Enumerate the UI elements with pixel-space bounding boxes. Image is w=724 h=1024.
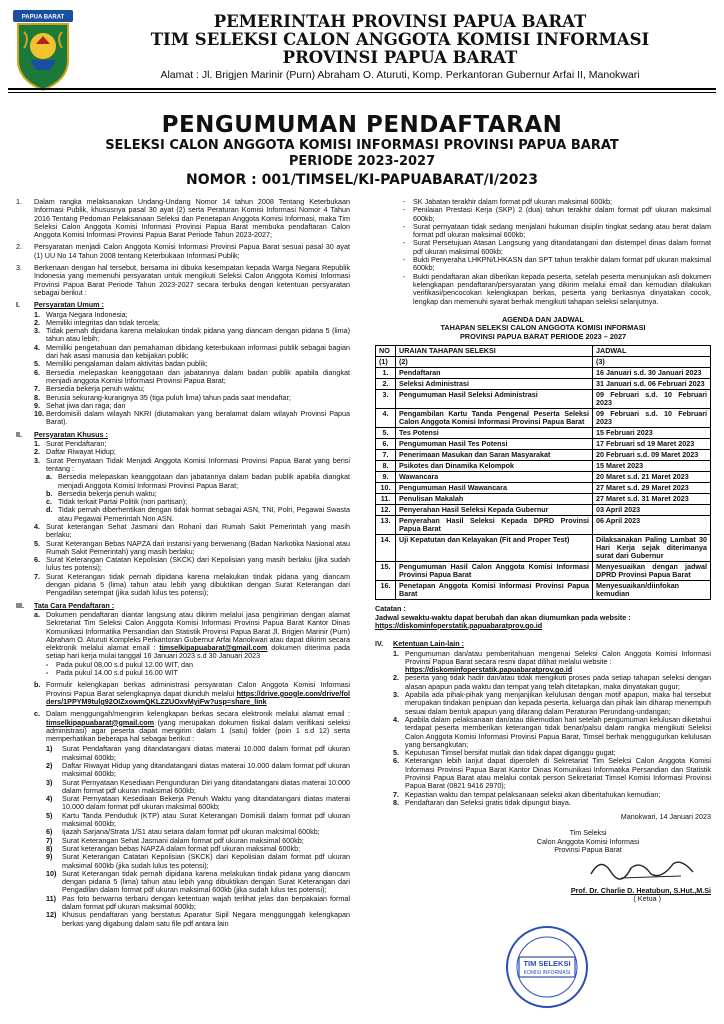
letterhead-line-2: TIM SELEKSI CALON ANGGOTA KOMISI INFORMASI: [150, 30, 650, 49]
table-subheader-row: [376, 357, 711, 368]
other-provisions-list: [393, 650, 711, 808]
cell-stage: Penyerahan Hasil Seleksi Kepada Gubernur: [396, 505, 593, 516]
document-subtitle: [0, 138, 724, 170]
document-number: NOMOR : 001/TIMSEL/KI-PAPUABARAT/I/2023: [186, 172, 538, 188]
item-text: Penilaian Prestasi Kerja (SKP) 2 (dua) tahun terakhir dalam format pdf ukuran maksimal 600kb;: [413, 205, 711, 223]
signatory-org-line-3: Provinsi Papua Barat: [554, 845, 622, 855]
item-text: Sehat jiwa dan raga; dan: [46, 400, 126, 410]
item-number: a.: [46, 472, 52, 482]
general-requirement-item: [34, 344, 350, 361]
dash-bullet: -: [403, 221, 406, 231]
table-row: [376, 409, 711, 428]
section-number: IV.: [375, 639, 384, 649]
item-text: Surat keterangan Sehat Jasmani dan Rohani dari Rumah Sakit Pemerintah yang masih berlaku;: [46, 521, 350, 540]
cell-stage: Uji Kepatutan dan Kelayakan (Fit and Proper Test): [396, 535, 593, 562]
item-number: b.: [46, 488, 53, 498]
cell-no: 14.: [376, 535, 396, 562]
item-number: 5.: [34, 359, 40, 369]
item-text: Memiliki pengalaman dalam aktivitas badan publik;: [46, 359, 208, 369]
signatory-role: ( Ketua ): [633, 893, 661, 903]
cell-no: 16.: [376, 581, 396, 600]
cell-stage: Penyerahan Hasil Seleksi Kepada DPRD Provinsi Papua Barat: [396, 516, 593, 535]
letterhead-line-1: PEMERINTAH PROVINSI PAPUA BARAT: [213, 12, 587, 31]
right-column: [375, 198, 711, 1013]
item-text: [405, 716, 711, 749]
handwritten-signature: [581, 854, 701, 884]
item-text: [405, 674, 711, 691]
upload-document-item: [46, 795, 350, 812]
cell-schedule: 27 Maret s.d. 29 Maret 2023: [593, 483, 711, 494]
procedure-text: Dokumen pendaftaran diantar langsung atau dikirim melalui jasa pengiriman dengan alamat Sekretariat Tim Seleksi Calon Anggota Komisi Informasi Provinsi Papua Barat Kantor Dinas Komunikasi Informatika Persandian dan Statistik Provinsi Papua Barat Jl. Brigjen Marinir (Purn) Abraham O. Aturuti Kompleks Perkantoran Gubernur Arfai Manokwari atau dapat dikirim secara elektronik melalui alamat email :: [46, 609, 350, 653]
signatory-org: [525, 829, 711, 854]
table-row: [376, 428, 711, 439]
asn-document-item: [403, 256, 711, 273]
item-number: 7): [46, 835, 53, 845]
cell-schedule: 03 April 2023: [593, 505, 711, 516]
section-number: II.: [16, 429, 22, 439]
item-text: Bersedia melepaskan keanggotaan dan jabatannya dalam badan publik apabila diangkat menjadi Anggota Komisi Informasi Provinsi Papua Barat;: [58, 472, 350, 490]
item-text: Surat Pernyataan Kesediaan Bekerja Penuh Waktu yang ditandatangani diatas materai 10.000 dalam format pdf ukuran maksimal 600kb;: [62, 794, 350, 812]
table-row: [376, 494, 711, 505]
table-row: [376, 516, 711, 535]
cell-schedule: Dilaksanakan Paling Lambat 30 Hari Kerja sejak diterimanya surat dari Gubernur: [593, 535, 711, 562]
item-letter: b.: [34, 680, 41, 690]
item-number: 6): [46, 827, 53, 837]
cell-schedule: Menyesuaikan/diinfokan kemudian: [593, 581, 711, 600]
cell-stage: Pengumuman Hasil Calon Anggota Komisi Informasi Provinsi Papua Barat: [396, 562, 593, 581]
cell-no: 9.: [376, 472, 396, 483]
column-header-no: NO: [376, 346, 396, 357]
schedule-table-body: [376, 368, 711, 600]
cell-schedule: 09 Februari s.d. 10 Februari 2023: [593, 390, 711, 409]
item-text: Surat Pernyataan Kesediaan Pengunduran Diri yang ditandatangani diatas materai 10.000 dalam format pdf ukuran maksimal 600kb;: [62, 777, 350, 795]
schedule-table: [375, 345, 711, 600]
table-row: [376, 535, 711, 562]
cell-no: 7.: [376, 450, 396, 461]
upload-document-item: [46, 762, 350, 779]
item-number: 4.: [34, 521, 40, 531]
cell-no: 10.: [376, 483, 396, 494]
section-registration-procedure: [16, 602, 350, 928]
dash-bullet: -: [403, 198, 406, 206]
specific-requirement-item: [34, 573, 350, 598]
cell-no: 13.: [376, 516, 396, 535]
item-letter: c.: [34, 709, 40, 719]
item-letter: a.: [34, 609, 40, 619]
item-text: Surat Keterangan Catatan Kepolisian (SKCK) dari Kepolisian dalam format pdf ukuran maksimal 600kb (jika sudah lulus tes potensi);: [62, 852, 350, 870]
time-slot: - Pada pukul 08.00 s.d pukul 12.00 WIT, dan: [46, 661, 350, 669]
signatory-name: Prof. Dr. Charlie D. Heatubun, S.Hut.,M.Si: [570, 885, 711, 895]
provision-text: Apabila dalam pelaksanaan dan/atau dikemudian hari setelah pengumuman kelulusan diketahui terdapat peserta memberikan keterangan tidak benar/palsu dalam rangka mengikuti Seleksi Calon Anggota Komisi Informasi Provinsi Papua Barat, Timsel berhak menggugurkan kelulusan yang bersangkutan;: [405, 714, 711, 749]
procedure-item-c: [34, 710, 350, 928]
item-number: 6.: [393, 756, 399, 766]
general-requirements-list: [34, 311, 350, 427]
cell-stage: Penetapan Anggota Komisi Informasi Provinsi Papua Barat: [396, 581, 593, 600]
item-text: Warga Negara Indonesia;: [46, 309, 128, 319]
time-slot: - Pada pukul 14.00 s.d pukul 16.00 WIT: [46, 669, 350, 677]
procedure-text: dokumen diterima pada setiap hari kerja mulai tanggal 16 Januari 2023 s.d 30 Januari 2023: [46, 643, 350, 661]
cell-stage: Pengambilan Kartu Tanda Pengenal Peserta Seleksi Calon Anggota Komisi Informasi Provinsi Papua Barat: [396, 409, 593, 428]
item-text: Daftar Riwayat Hidup yang ditandatangani diatas materai 10.000 dalam format pdf ukuran maksimal 600kb;: [62, 761, 350, 779]
cell-no: 4.: [376, 409, 396, 428]
cell-schedule: Menyesuaikan dengan jadwal DPRD Provinsi Papua Barat: [593, 562, 711, 581]
item-text: Surat Keterangan Sehat Jasmani dalam format pdf ukuran maksimal 600kb;: [62, 835, 304, 845]
upload-documents-list: [46, 745, 350, 928]
item-number: 8.: [393, 797, 399, 807]
item-number: 1.: [34, 439, 40, 449]
upload-document-item: [46, 853, 350, 870]
papua-barat-emblem: [10, 8, 76, 92]
cell-stage: Tes Potensi: [396, 428, 593, 439]
item-number: 11): [46, 893, 56, 903]
asn-document-item: [403, 239, 711, 256]
signatory-org-line-2: Calon Anggota Komisi Informasi: [536, 836, 640, 846]
dash-bullet: -: [403, 238, 406, 248]
section-heading: Tata Cara Pendaftaran :: [34, 600, 115, 610]
item-text: Bersedia melepaskan keanggotaan dan jabatannya dalam badan publik apabila diangkat menjadi anggota Komisi Informasi Provinsi Papua Barat;: [46, 367, 350, 385]
item-text: [405, 691, 711, 716]
provision-item: [393, 691, 711, 716]
intro-number: 3.: [16, 263, 22, 273]
specific-requirement-item: [34, 523, 350, 540]
provision-text: Keputusan Timsel bersifat mutlak dan tidak dapat diganggu gugat;: [405, 748, 616, 758]
item-text: Bersedia bekerja penuh waktu;: [58, 488, 157, 498]
note-label: Catatan :: [375, 604, 406, 614]
document-title: PENGUMUMAN PENDAFTARAN: [161, 112, 563, 138]
item-number: 5.: [393, 748, 399, 758]
dash-bullet: -: [403, 255, 406, 265]
cell-stage: Seleksi Administrasi: [396, 379, 593, 390]
cell-stage: Pengumuman Hasil Seleksi Administrasi: [396, 390, 593, 409]
item-text: [405, 799, 711, 807]
subheader-3: (3): [593, 357, 711, 368]
item-number: 3.: [34, 455, 40, 465]
item-number: 4): [46, 794, 53, 804]
cell-stage: Wawancara: [396, 472, 593, 483]
table-header-row: [376, 346, 711, 357]
item-number: 3.: [34, 326, 40, 336]
item-number: 3.: [393, 690, 399, 700]
item-text: [405, 757, 711, 790]
letterhead-address: Alamat : Jl. Brigjen Marinir (Purn) Abraham O. Aturuti, Komp. Perkantoran Gubernur Arfai II, Manokwari: [160, 69, 640, 81]
item-number: 10): [46, 868, 57, 878]
registration-email-link[interactable]: timselkipapuabarat@gmail.com: [159, 643, 268, 653]
upload-document-item: [46, 870, 350, 895]
cell-schedule: 09 Februari s.d. 10 Februari 2023: [593, 409, 711, 428]
provision-item: [393, 674, 711, 691]
item-number: 8): [46, 843, 53, 853]
item-number: 6.: [34, 555, 40, 565]
asn-documents-list: [403, 198, 711, 306]
item-text: Surat Keterangan Bebas NAPZA dari instansi yang berwenang (Badan Narkotika Nasional atau Rumah Sakit Pemerintah) yang masih berlaku;: [46, 538, 350, 556]
specific-requirements-list: [34, 440, 350, 598]
stamp-center-line-2: KOMISI INFORMASI: [523, 970, 571, 976]
item-number: 7.: [34, 384, 40, 394]
item-text: Ijazah Sarjana/Strata 1/S1 atau setara dalam format pdf ukuran maksimal 600kb;: [62, 827, 320, 837]
table-row: [376, 461, 711, 472]
table-row: [376, 562, 711, 581]
provision-item: [393, 799, 711, 807]
table-row: [376, 379, 711, 390]
item-number: 6.: [34, 367, 40, 377]
general-requirement-item: [34, 369, 350, 386]
provision-website-link[interactable]: https://diskominfoperstatik.papuabaratprov.go.id: [405, 665, 573, 675]
provision-item: [393, 650, 711, 675]
procedure-item-b: [34, 681, 350, 706]
intro-text: Dalam rangka melaksanakan Undang-Undang Nomor 14 tahun 2008 Tentang Keterbukaan Informasi Publik, khususnya pasal 30 ayat (2) serta Peraturan Komisi Informasi Nomor 4 Tahun 2016 Tentang Pedoman Pelaksanaan Seleksi dan Penetapan Anggota Komisi Informasi, maka Tim Seleksi Calon Anggota Komisi Informasi Provinsi Papua Barat membuka pendaftaran Calon Anggota Komisi Informasi Provinsi Papua Barat Periode Tahun 2023-2027;: [34, 198, 350, 240]
upload-document-item: [46, 812, 350, 829]
official-stamp: [505, 925, 589, 1009]
section-heading: Ketentuan Lain-lain :: [393, 639, 465, 649]
form-download-link[interactable]: https://drive.google.com/drive/folders/1PPYM9tulg92OIZxowmQKLZZUOxvMyiFw?usp=share_link: [46, 688, 350, 706]
time-slot-text: Pada pukul 08.00 s.d pukul 12.00 WIT, dan: [56, 659, 194, 669]
section-general-requirements: [16, 301, 350, 426]
cell-no: 15.: [376, 562, 396, 581]
cell-schedule: 17 Februari sd 19 Maret 2023: [593, 439, 711, 450]
provision-text: Apabila ada pihak-pihak yang menjanjikan kelulusan dengan motif apapun, maka hal tersebut merupakan tindakan penipuan dan kepada peserta, keluarga dan pihak lain diharap menempuh sesuai dalam bentuk apapun yang dilarang dalam Peraturan Perundang-undangan;: [405, 690, 711, 716]
item-number: 4.: [393, 714, 399, 724]
stamp-center-line-1: TIM SELEKSI: [523, 959, 571, 968]
provision-text: Pendaftaran dan Seleksi gratis tidak dipungut biaya.: [405, 797, 571, 807]
cell-no: 12.: [376, 505, 396, 516]
item-text: Pas foto berwarna terbaru dengan ketentuan wajah terlihat jelas dan berpakaian formal dalam format pdf ukuran maksimal 600kb;: [62, 893, 350, 912]
table-row: [376, 472, 711, 483]
upload-document-item: [46, 911, 350, 928]
item-text: Surat pernyataan tidak sedang menjalani hukuman disiplin tingkat sedang atau berat dalam format pdf ukuran maksimal 600kb;: [413, 221, 711, 240]
item-number: 1): [46, 744, 53, 754]
provision-text: Keterangan lebih lanjut dapat diperoleh di Sekretariat Tim Seleksi Calon Anggota Komisi Informasi Provinsi Papua Barat Kantor Dinas Komunikasi Informatika Persandian dan Statistik Provinsi Papua Barat atau melalui contak person Sekretariat Timsel Komisi Informasi Provinsi Papua Barat (0821 9416 2970);: [405, 756, 711, 791]
item-text: Bukti Penyeraha LHKPN/LHKASN dan SPT tahun terakhir dalam format pdf ukuran maksimal 600kb;: [413, 255, 711, 273]
provision-item: [393, 716, 711, 749]
cell-schedule: 15 Februari 2023: [593, 428, 711, 439]
intro-point: [16, 264, 350, 297]
item-number: 7.: [34, 571, 40, 581]
item-text: Surat Pendaftaran yang ditandatangani diatas materai 10.000 dalam format pdf ukuran maksimal 600kb;: [62, 744, 350, 762]
item-text: Tidak pernah diberhentikan dengan tidak hormat sebagai ASN, TNI, Polri, Pegawai Swasta atau Pegawai Pemerintah Non ASN.: [58, 505, 350, 523]
table-row: [376, 439, 711, 450]
item-text: Bersedia bekerja penuh waktu;: [46, 384, 145, 394]
section-heading: Persyaratan Khusus :: [34, 429, 108, 439]
item-text: Bukti pendaftaran akan diberikan kepada peserta, setelah peserta menunjukan asli dokumen kelengkapan pendaftaran/persyaratan yang dikirim melalui email dan kemudian dilakukan verifikasi/pencocokan kelengkapan berkas, peserta yang berkasnya dinyatakan cocok, lengkap dan memenuhi syarat berhak mengikuti tahapan seleksi selanjutnya.: [413, 271, 711, 306]
section-heading: Persyaratan Umum :: [34, 300, 104, 310]
upload-document-item: [46, 895, 350, 912]
general-requirement-item: [34, 410, 350, 427]
emblem-banner-text: PAPUA BARAT: [21, 14, 65, 21]
section-other-provisions: [375, 640, 711, 807]
item-text: Khusus pendaftaran yang berstatus Aparatur Sipil Negara menggunggah kelengkapan berkas yang digabung dalam satu file pdf antara lain: [62, 910, 350, 928]
provision-text: Kepastian waktu dan tempat pelaksanaan seleksi akan diberitahukan kemudian;: [405, 789, 661, 799]
specific-requirement-item: [46, 506, 350, 523]
subheader-1: (1): [376, 357, 396, 368]
item-text: Surat Keterangan tidak pernah dipidana karena melakukan tindak pidana yang diancam dengan pidana 5 (lima) tahun atau lebih yang dibuktikan dengan Surat Keterangan dari Pengadilan setempat (jika sudah lulus tes potensi);: [46, 571, 350, 598]
upload-document-item: [46, 779, 350, 796]
item-number: c.: [46, 497, 52, 507]
item-text: Memiliki integritas dan tidak tercela;: [46, 317, 160, 327]
procedure-text: Formulir kelengkapan berkas administrasi persyaratan Calon Anggota Komisi Informasi Provinsi Papua Barat selengkapnya dapat diunduh melalui: [46, 680, 350, 698]
item-text: Daftar Riwayat Hidup;: [46, 447, 116, 457]
subheader-2: (2): [396, 357, 593, 368]
specific-requirement-item: [46, 473, 350, 490]
cell-schedule: 27 Maret s.d. 31 Maret 2023: [593, 494, 711, 505]
item-number: 2.: [393, 673, 399, 683]
item-number: 7.: [393, 789, 399, 799]
cell-no: 2.: [376, 379, 396, 390]
column-header-schedule: JADWAL: [593, 346, 711, 357]
cell-no: 3.: [376, 390, 396, 409]
cell-no: 11.: [376, 494, 396, 505]
cell-stage: Penerimaan Masukan dan Saran Masyarakat: [396, 450, 593, 461]
agenda-title-line-2: TAHAPAN SELEKSI CALON ANGGOTA KOMISI INFORMASI: [440, 323, 646, 333]
provision-item: [393, 757, 711, 790]
cell-stage: Pendaftaran: [396, 368, 593, 379]
cell-stage: Pengumuman Hasil Wawancara: [396, 483, 593, 494]
provision-text: peserta yang tidak hadir dan/atau tidak mengikuti proses pada setiap tahapan seleksi dengan alasan apapun pada waktu dan tempat yang telah ditetapkan, maka dinyatakan gugur;: [405, 673, 711, 691]
asn-document-item: [403, 273, 711, 306]
section-number: I.: [16, 300, 20, 310]
section-specific-requirements: [16, 431, 350, 598]
cell-no: 1.: [376, 368, 396, 379]
item-number: d.: [46, 505, 53, 515]
letterhead: [80, 13, 720, 67]
asn-document-item: [403, 206, 711, 223]
cell-schedule: 16 Januari s.d. 30 Januari 2023: [593, 368, 711, 379]
agenda-title: [375, 316, 711, 342]
item-number: 3): [46, 777, 53, 787]
item-text: Surat Pendaftaran;: [46, 439, 107, 449]
item-number: 8.: [34, 392, 40, 402]
cell-no: 6.: [376, 439, 396, 450]
agenda-title-line-3: PROVINSI PAPUA BARAT PERIODE 2023 – 2027: [459, 331, 627, 341]
specific-requirement-item: [34, 556, 350, 573]
item-number: 2.: [34, 447, 40, 457]
item-text: Tidak pernah dipidana karena melakukan tindak pidana yang diancam dengan pidana 5 (lima) tahun atau lebih;: [46, 326, 350, 344]
column-header-stage: URAIAN TAHAPAN SELEKSI: [396, 346, 593, 357]
note-text: Jadwal sewaktu-waktu dapat berubah dan akan diumumkan pada website :: [375, 612, 631, 622]
intro-number: 1.: [16, 198, 22, 206]
cell-schedule: 20 Maret s.d. 21 Maret 2023: [593, 472, 711, 483]
place-date: Manokwari, 14 Januari 2023: [620, 812, 711, 822]
item-number: 4.: [34, 342, 40, 352]
table-row: [376, 483, 711, 494]
specific-requirement-item: [34, 457, 350, 474]
schedule-note: [375, 605, 711, 630]
item-text: Surat keterangan bebas NAPZA dalam format pdf ukuran maksimal 600kb;: [62, 843, 301, 853]
procedure-item-a: [34, 611, 350, 677]
subtitle-line-2: PERIODE 2023-2027: [288, 154, 436, 169]
agenda-title-line-1: AGENDA DAN JADWAL: [501, 314, 585, 324]
intro-point: [16, 243, 350, 260]
item-text: Berdomisili dalam wilayah NKRI (diutamakan yang beralamat dalam wilayah Provinsi Papua Barat).: [46, 409, 350, 427]
item-number: 10.: [34, 409, 44, 419]
header-divider-thin: [8, 92, 716, 93]
header-divider: [8, 88, 716, 90]
signature-block: [375, 813, 711, 903]
table-row: [376, 390, 711, 409]
procedure-text: Dalam menggungah/mengirim kelengkapan berkas secara elektronik melalui alamat email :: [46, 709, 350, 719]
item-number: 2.: [34, 317, 40, 327]
item-text: [405, 650, 711, 675]
item-text: Tidak terkait Partai Politik (non partisan);: [58, 497, 188, 507]
signatory-org-line-1: Tim Seleksi: [569, 828, 607, 838]
item-text: SK Jabatan terakhir dalam format pdf ukuran maksimal 600kb;: [413, 198, 612, 206]
cell-schedule: 15 Maret 2023: [593, 461, 711, 472]
dash-bullet: -: [403, 205, 406, 215]
cell-schedule: 20 Februari s.d. 09 Maret 2023: [593, 450, 711, 461]
intro-text: Persyaratan menjadi Calon Anggota Komisi Informasi Provinsi Papua Barat sesuai pasal 30 ayat (1) UU No 14 Tahun 2008 tentang Keterbukaan Informasi Publik;: [34, 242, 350, 260]
section-number: III.: [16, 600, 24, 610]
item-number: 9): [46, 852, 53, 862]
item-number: 1.: [393, 648, 399, 658]
item-text: Berusia sekurang-kurangnya 35 (tiga puluh lima) tahun pada saat mendaftar;: [46, 392, 291, 402]
item-number: 5): [46, 810, 53, 820]
cell-stage: Penulisan Makalah: [396, 494, 593, 505]
procedure-text: (yang merupakan dokumen fisikal dalam verifikasi seleksi administrasi) agar peserta dapat mengirim dalam 1 (satu) folder (poin 1 s.d 12) serta memperhatikan beberapa hal sebagai berikut :: [46, 717, 350, 744]
general-requirement-item: [34, 327, 350, 344]
item-number: 5.: [34, 538, 40, 548]
item-text: Kartu Tanda Penduduk (KTP) atau Surat Keterangan Domisili dalam format pdf ukuran maksimal 600kb;: [62, 810, 350, 829]
item-number: 12): [46, 910, 57, 920]
cell-stage: Psikotes dan Dinamika Kelompok: [396, 461, 593, 472]
specific-requirement-item: [34, 540, 350, 557]
table-row: [376, 505, 711, 516]
note-website-link[interactable]: https://diskominfoperstatik.papuabaratprov.go.id: [375, 620, 543, 630]
intro-point: [16, 198, 350, 239]
intro-number: 2.: [16, 242, 22, 252]
time-slot-text: Pada pukul 14.00 s.d pukul 16.00 WIT: [56, 668, 178, 678]
provision-text: Pengumuman dan/atau pemberitahuan mengenai Seleksi Calon Anggota Komisi Informasi Provinsi Papua Barat secara resmi dapat dilihat melalui website :: [405, 648, 711, 666]
subtitle-line-1: SELEKSI CALON ANGGOTA KOMISI INFORMASI PROVINSI PAPUA BARAT: [105, 138, 619, 153]
asn-document-item: [403, 223, 711, 240]
item-text: Surat Persetujuan Atasan Langsung yang ditandatangani dan distempel dinas dalam format pdf ukuran maksimal 600kb;: [413, 238, 711, 256]
dash-bullet: -: [403, 271, 406, 281]
cell-no: 8.: [376, 461, 396, 472]
cell-schedule: 06 April 2023: [593, 516, 711, 535]
letterhead-line-3: PROVINSI PAPUA BARAT: [282, 48, 518, 67]
item-number: 1.: [34, 309, 40, 319]
item-number: 2): [46, 761, 53, 770]
cell-schedule: 31 Januari s.d. 06 Februari 2023: [593, 379, 711, 390]
table-row: [376, 450, 711, 461]
item-number: 9.: [34, 400, 40, 410]
cell-stage: Pengumuman Hasil Tes Potensi: [396, 439, 593, 450]
upload-document-item: [46, 745, 350, 762]
upload-email-link[interactable]: timselkipapuabarat@gmail.com: [46, 717, 155, 727]
item-text: Surat Keterangan Catatan Kepolisian (SKCK) dari Kepolisian yang masih berlaku (jika sudah lulus tes potensi);: [46, 555, 350, 573]
item-text: Surat Pernyataan Tidak Menjadi Anggota Komisi Informasi Provinsi Papua Barat yang berisi tentang :: [46, 455, 350, 473]
cell-no: 5.: [376, 428, 396, 439]
intro-text: Berkenaan dengan hal tersebut, bersama ini dibuka kesempatan kepada Warga Negara Republik Indonesia yang memenuhi persyaratan untuk mengikuti Seleksi Calon Anggota Komisi Informasi Provinsi Papua Barat Periode Tahun 2023-2027 secara terbuka dengan ketentuan persyaratan sebagai berikut :: [34, 263, 350, 297]
table-row: [376, 368, 711, 379]
left-column: [16, 198, 350, 1013]
table-row: [376, 581, 711, 600]
item-text: Surat Keterangan tidak pernah dipidana karena melakukan tindak pidana yang diancam dengan pidana 5 (lima) tahun atau lebih yang dibuktikan dengan Surat Keterangan dari Pengadilan dalam format pdf ukuran maksimal 600kb (jika sudah lulus tes potensi);: [62, 868, 350, 895]
item-text: Memiliki pengetahuan dan pemahaman dibidang keterbukaan informasi publik sebagai bagian dari hak asasi manusia dan kebijakan publik;: [46, 342, 350, 361]
